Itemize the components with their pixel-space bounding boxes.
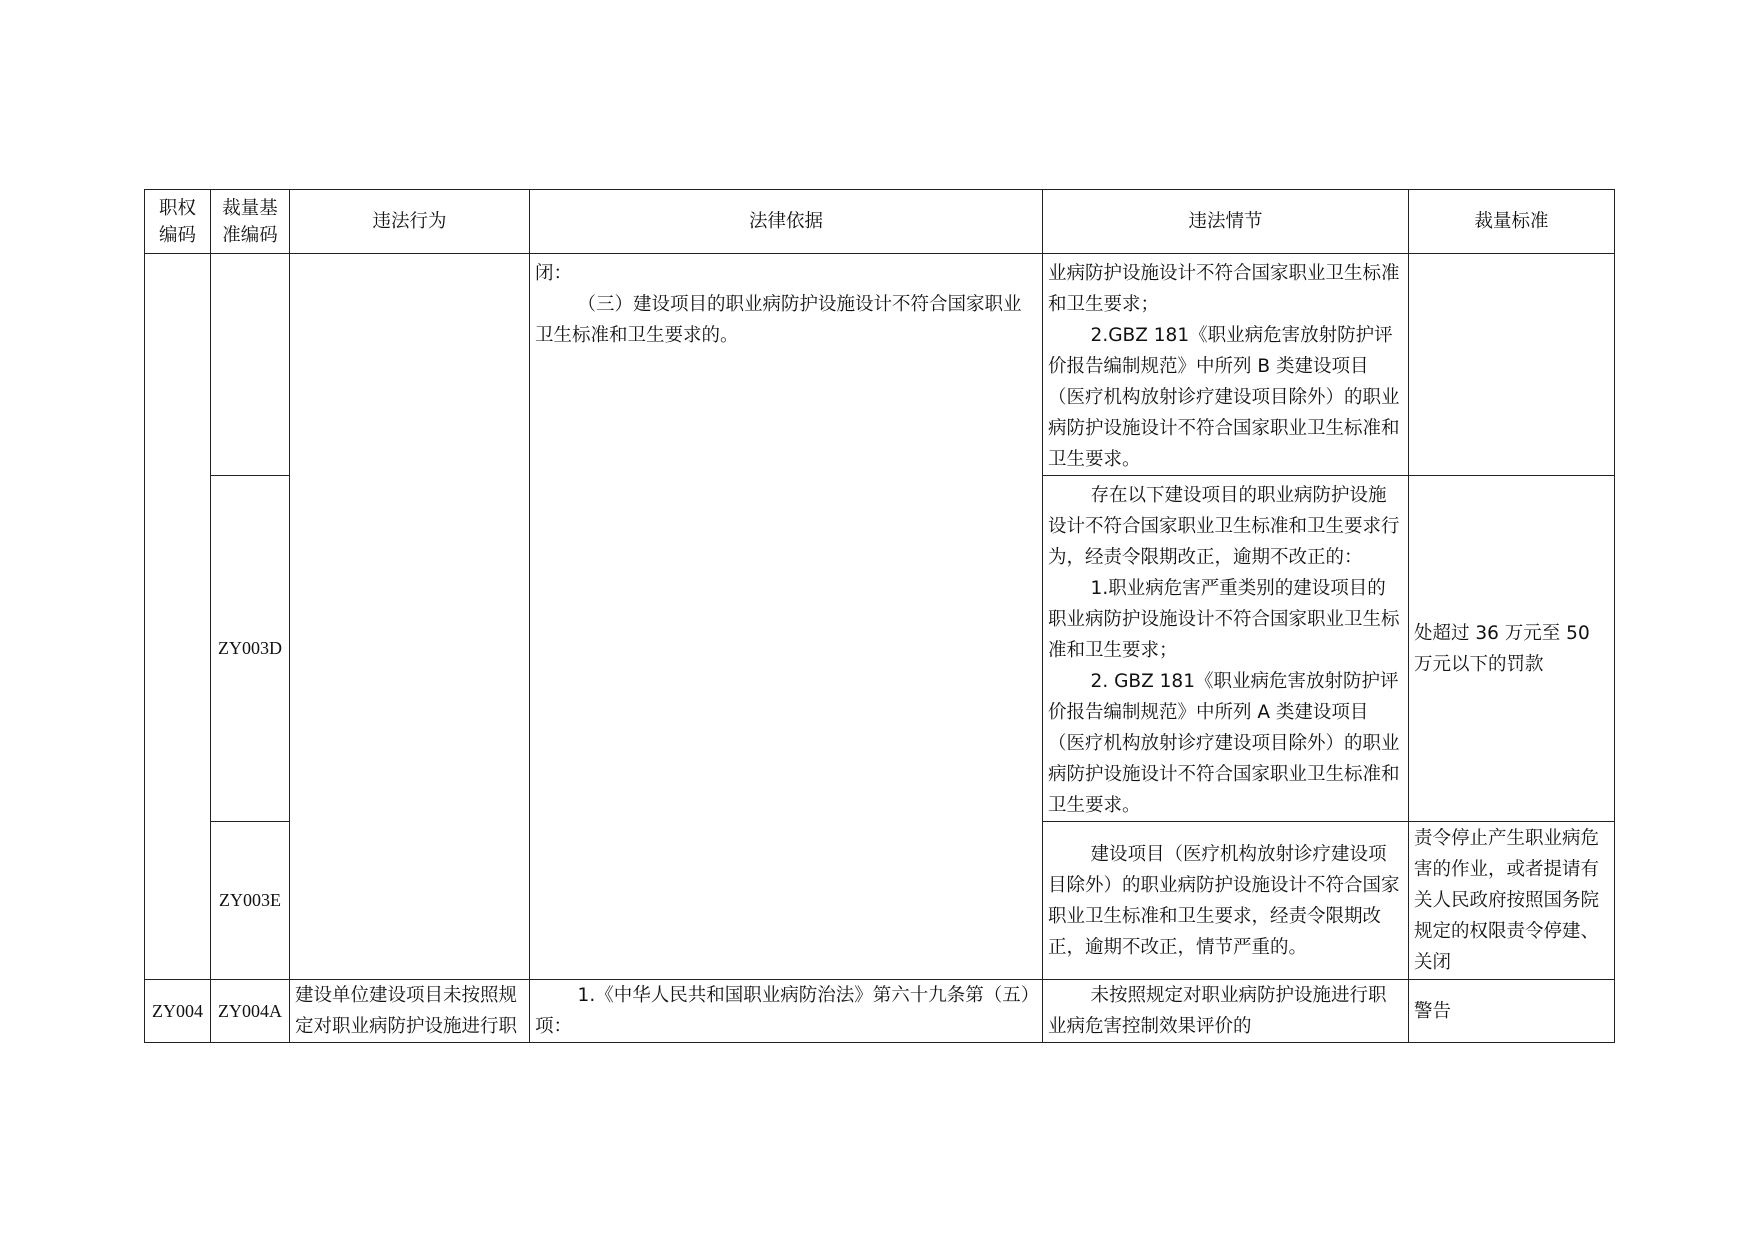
table-row-zy004a (145, 980, 1615, 1043)
header-authority-code: 职权编码 (145, 190, 211, 254)
header-violation-plot: 违法情节 (1043, 190, 1409, 254)
legal-basis-cell (530, 980, 1043, 1043)
plot-paragraph: 业病防护设施设计不符合国家职业卫生标准和卫生要求； (1048, 263, 1400, 315)
discretion-standard-cell: 警告 (1409, 980, 1615, 1043)
legal-basis-cell (530, 254, 1043, 980)
standard-code-cell: ZY003D (211, 476, 290, 822)
authority-code-cell: ZY004 (145, 980, 211, 1043)
plot-paragraph: 1.职业病危害严重类别的建设项目的职业病防护设施设计不符合国家职业卫生标准和卫生要求； (1048, 578, 1400, 661)
illegal-act-cell: 建设单位建设项目未按照规定对职业病防护设施进行职 (290, 980, 530, 1043)
authority-code-cell (145, 254, 211, 980)
header-illegal-act: 违法行为 (290, 190, 530, 254)
standard-code-cell: ZY003E (211, 822, 290, 980)
discretion-standard-cell (1409, 254, 1615, 476)
regulation-table (144, 189, 1615, 1043)
standard-code-cell (211, 254, 290, 476)
discretion-standard-cell: 处超过 36 万元至 50 万元以下的罚款 (1409, 476, 1615, 822)
header-discretion-standard: 裁量标准 (1409, 190, 1615, 254)
illegal-act-cell (290, 254, 530, 980)
legal-basis-line: 闭： (535, 263, 573, 284)
discretion-standard-cell: 责令停止产生职业病危害的作业，或者提请有关人民政府按照国务院规定的权限责令停建、关闭 (1409, 822, 1615, 980)
header-standard-code: 裁量基准编码 (211, 190, 290, 254)
table-row-zy003c (145, 254, 1615, 476)
violation-plot-cell (1043, 980, 1409, 1043)
header-row (145, 190, 1615, 254)
violation-plot-cell (1043, 476, 1409, 822)
plot-paragraph: 建设项目（医疗机构放射诊疗建设项目除外）的职业病防护设施设计不符合国家职业卫生标准和卫生要求，经责令限期改正，逾期不改正，情节严重的。 (1048, 843, 1400, 958)
plot-paragraph: 2. GBZ 181《职业病危害放射防护评价报告编制规范》中所列 A 类建设项目（医疗机构放射诊疗建设项目除外）的职业病防护设施设计不符合国家职业卫生标准和卫生要求。 (1048, 671, 1400, 816)
violation-plot-cell (1043, 254, 1409, 476)
plot-paragraph: 2.GBZ 181《职业病危害放射防护评价报告编制规范》中所列 B 类建设项目（医疗机构放射诊疗建设项目除外）的职业病防护设施设计不符合国家职业卫生标准和卫生要求。 (1048, 325, 1400, 470)
violation-plot-cell (1043, 822, 1409, 980)
legal-basis-line: 1.《中华人民共和国职业病防治法》第六十九条第（五）项： (535, 985, 1030, 1037)
header-legal-basis: 法律依据 (530, 190, 1043, 254)
plot-paragraph: 未按照规定对职业病防护设施进行职业病危害控制效果评价的 (1048, 985, 1387, 1037)
plot-paragraph: 存在以下建设项目的职业病防护设施设计不符合国家职业卫生标准和卫生要求行为，经责令限期改正，逾期不改正的： (1048, 485, 1400, 568)
standard-code-cell: ZY004A (211, 980, 290, 1043)
legal-basis-line: （三）建设项目的职业病防护设施设计不符合国家职业卫生标准和卫生要求的。 (535, 294, 1022, 346)
